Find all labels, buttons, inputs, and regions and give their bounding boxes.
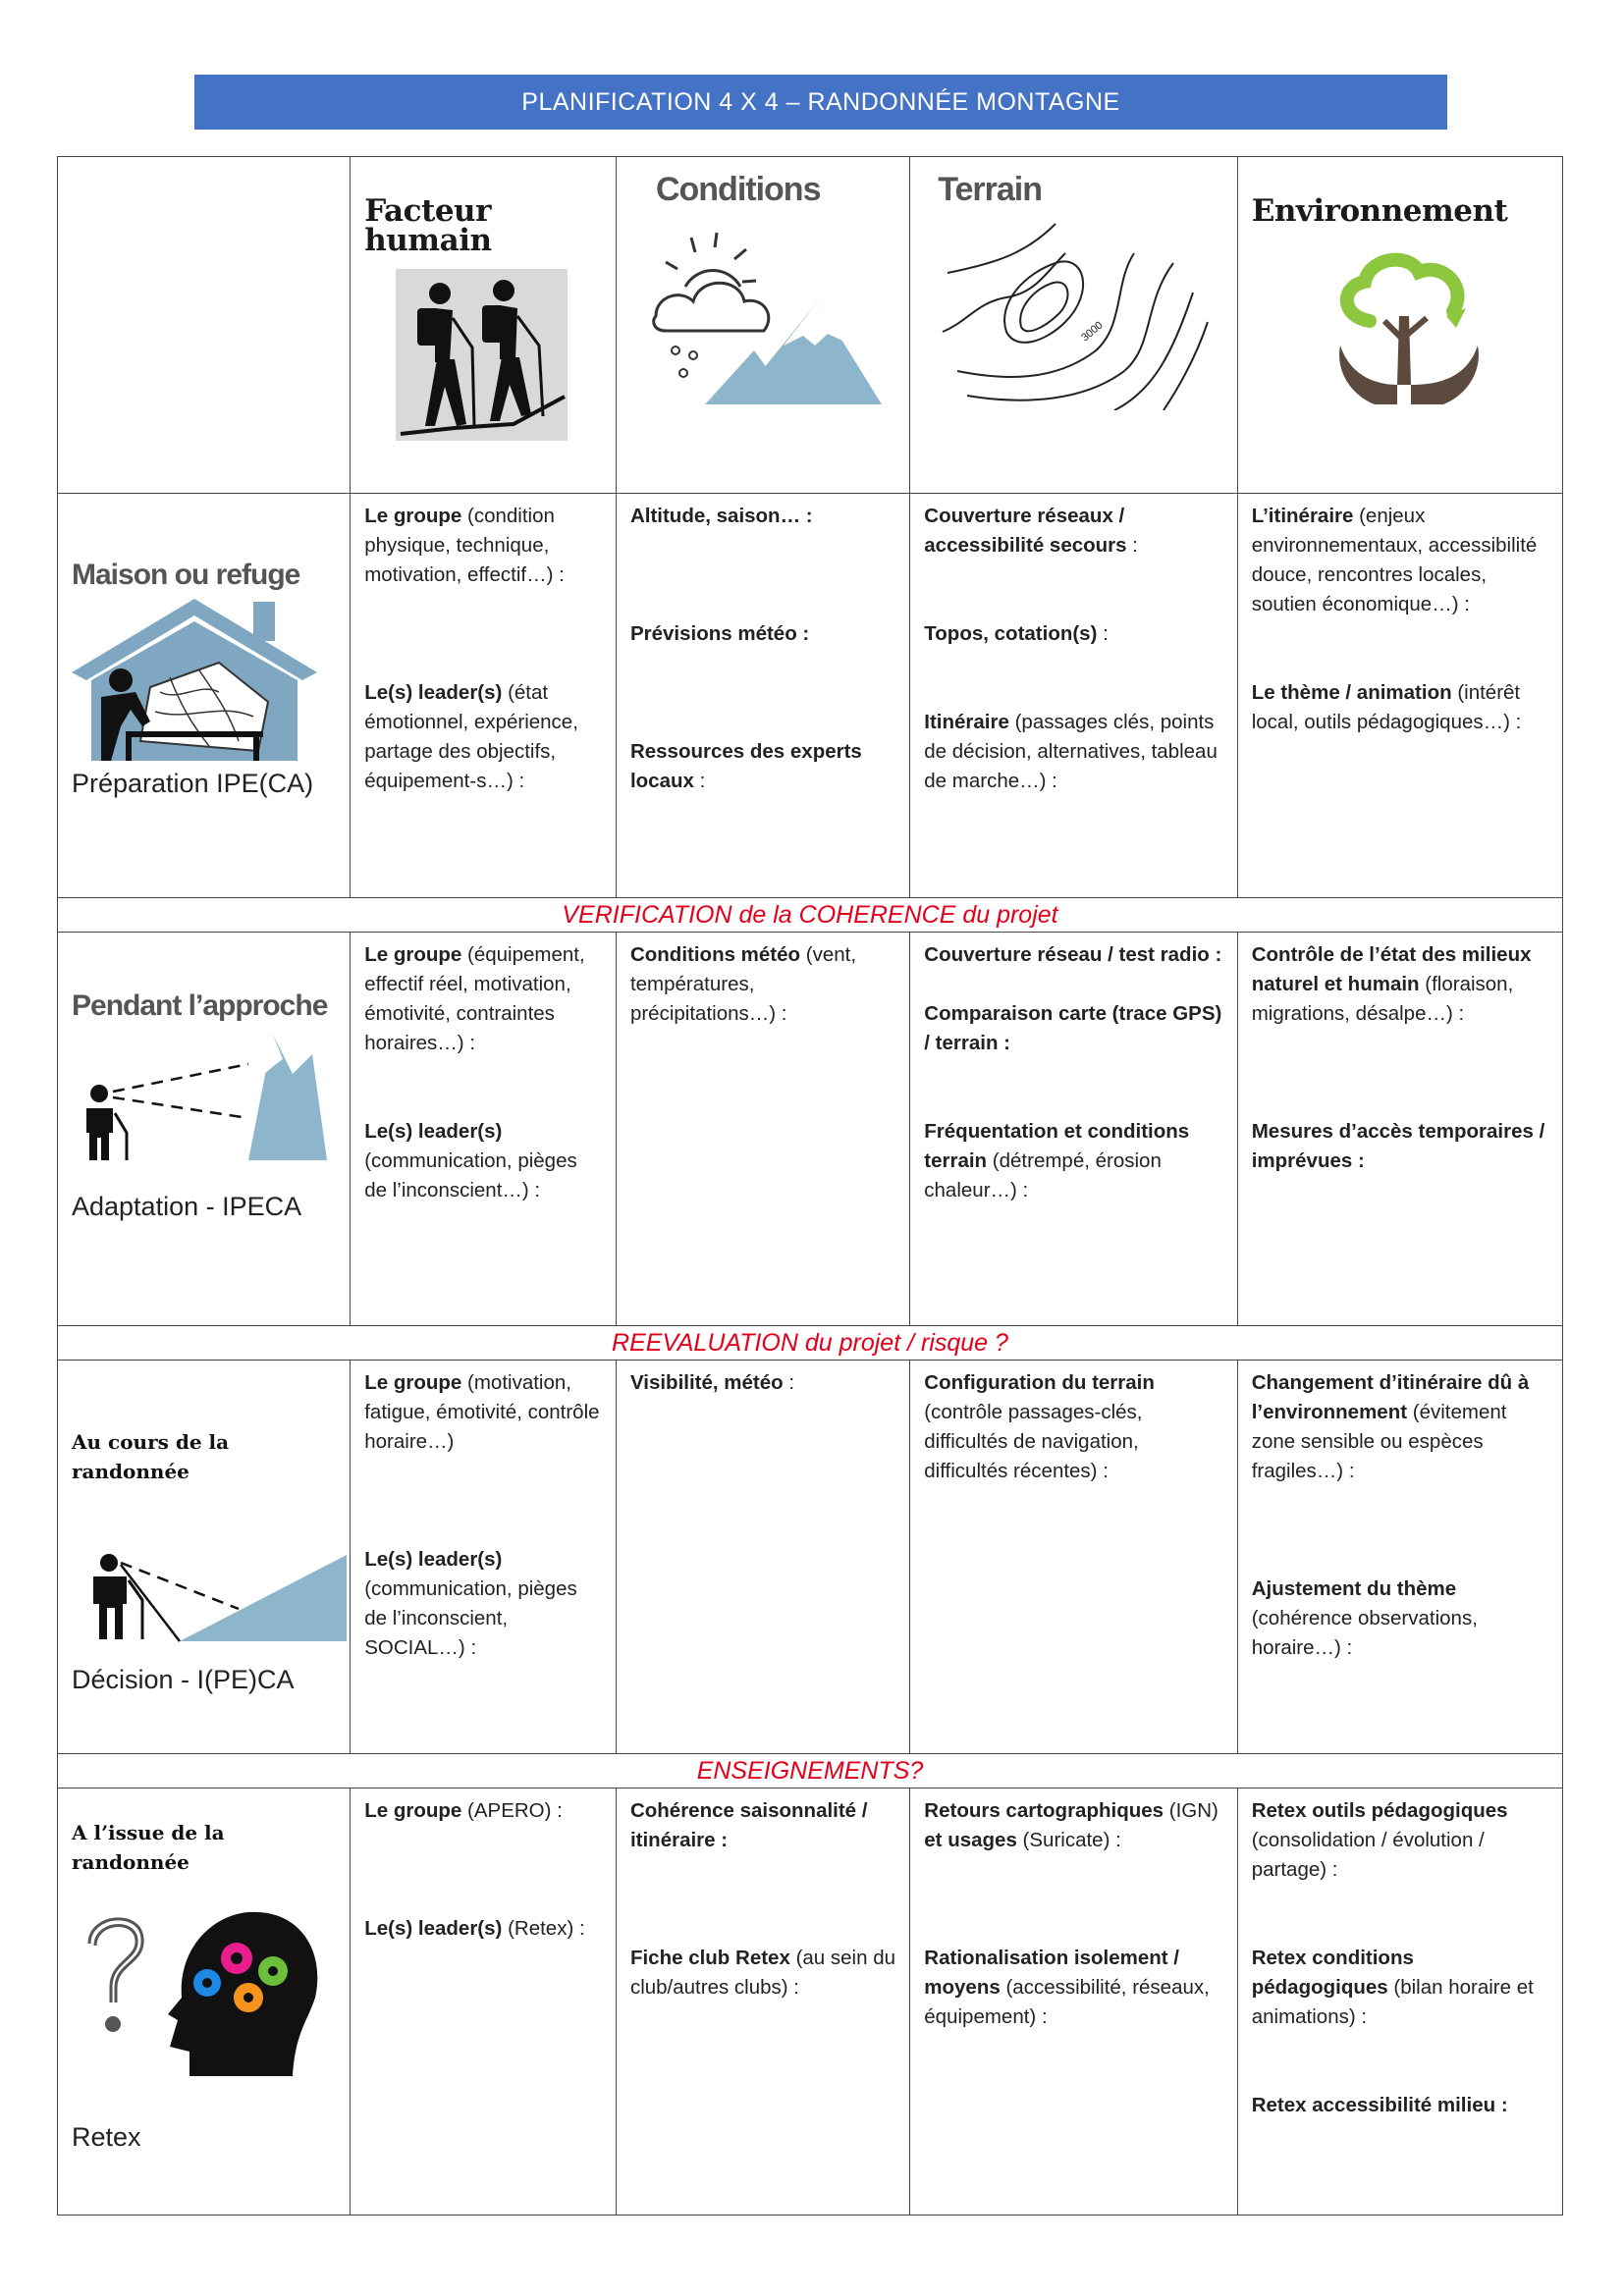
header-row	[58, 157, 1563, 494]
text-block: Le groupe (motivation, fatigue, émotivité, contrôle horaire…)	[364, 1371, 600, 1453]
text-block: Le(s) leader(s) (état émotionnel, expérience, partage des objectifs, équipement-s…) :	[364, 681, 578, 792]
separator-text: VERIFICATION de la COHERENCE du projet	[58, 898, 1563, 933]
question-head-gears-icon	[72, 1904, 327, 2081]
text-block: Le(s) leader(s) (Retex) :	[364, 1917, 585, 1940]
separator-reevaluation	[58, 1326, 1563, 1361]
separator-text: ENSEIGNEMENTS?	[58, 1754, 1563, 1789]
cell-r1-terrain	[910, 494, 1237, 898]
text-block: Couverture réseaux / accessibilité secours :	[924, 505, 1138, 557]
cell-r4-conditions	[616, 1789, 909, 2216]
cell-r1-conditions	[616, 494, 909, 898]
page-title-banner: PLANIFICATION 4 X 4 – RANDONNÉE MONTAGNE	[194, 75, 1447, 130]
phase-label-au-cours: Au cours de la randonnée	[72, 1430, 230, 1483]
separator-verification	[58, 898, 1563, 933]
walker-slope-icon	[72, 1545, 347, 1643]
cell-r1-environnement	[1237, 494, 1562, 898]
phase-cell-retex	[58, 1789, 351, 2216]
text-block: Le groupe (équipement, effectif réel, motivation, émotivité, contraintes horaires…) :	[364, 943, 585, 1054]
text-block: Retex conditions pédagogiques (bilan horaire et animations) :	[1251, 1947, 1534, 2028]
text-block: Conditions météo (vent, températures, précipitations…) :	[629, 943, 857, 1025]
text-block: Cohérence saisonnalité / itinéraire :	[629, 1799, 868, 1851]
cell-r2-conditions	[616, 933, 909, 1326]
phase-label-issue: A l’issue de la randonnée	[72, 1821, 225, 1874]
text-block: Ajustement du thème (cohérence observations, horaire…) :	[1251, 1577, 1478, 1659]
row-preparation	[58, 494, 1563, 898]
text-block: Fiche club Retex (au sein du club/autres clubs) :	[629, 1947, 895, 1999]
header-terrain-label: Terrain	[938, 171, 1043, 208]
cell-r2-terrain	[910, 933, 1237, 1326]
cell-r1-facteur	[351, 494, 617, 898]
row-retex	[58, 1789, 1563, 2216]
text-block: Couverture réseau / test radio :	[924, 943, 1222, 966]
separator-text: REEVALUATION du projet / risque ?	[58, 1326, 1563, 1361]
phase-label-approche: Pendant l’approche	[72, 989, 328, 1022]
text-block: Retours cartographiques (IGN) et usages (Suricate) :	[924, 1799, 1218, 1851]
header-environnement-label: Environnement	[1251, 193, 1508, 229]
text-block: Comparaison carte (trace GPS) / terrain :	[924, 1002, 1222, 1054]
row-decision	[58, 1361, 1563, 1754]
phase-name-retex: Retex	[72, 2122, 141, 2152]
empty-corner-cell	[58, 157, 351, 494]
cell-r4-terrain	[910, 1789, 1237, 2216]
text-block: Retex outils pédagogiques (consolidation / évolution / partage) :	[1251, 1799, 1508, 1881]
header-facteur-label: Facteur humain	[364, 193, 492, 258]
walker-looking-mountain-icon	[72, 1025, 327, 1162]
text-block: Prévisions météo :	[629, 622, 810, 645]
text-block: Topos, cotation(s) :	[924, 622, 1109, 645]
text-block: Le(s) leader(s) (communication, pièges de l’inconscient, SOCIAL…) :	[364, 1548, 577, 1659]
cell-r3-terrain	[910, 1361, 1237, 1754]
text-block: Visibilité, météo :	[629, 1371, 795, 1394]
text-block: Rationalisation isolement / moyens (accessibilité, réseaux, équipement) :	[924, 1947, 1210, 2028]
separator-enseignements	[58, 1754, 1563, 1789]
header-conditions-label: Conditions	[655, 171, 821, 208]
house-map-icon	[72, 594, 317, 761]
tree-hands-icon	[1330, 247, 1488, 409]
text-block: Le groupe (APERO) :	[364, 1799, 563, 1822]
cell-r2-environnement	[1237, 933, 1562, 1326]
phase-name-preparation: Préparation IPE(CA)	[72, 769, 314, 798]
header-facteur-humain	[351, 157, 617, 494]
cell-r3-environnement	[1237, 1361, 1562, 1754]
header-conditions	[616, 157, 909, 494]
text-block: Itinéraire (passages clés, points de décision, alternatives, tableau de marche…) :	[924, 711, 1218, 792]
phase-label-maison: Maison ou refuge	[72, 559, 300, 591]
hikers-icon	[396, 269, 568, 441]
contour-map-icon	[938, 214, 1213, 410]
phase-cell-decision	[58, 1361, 351, 1754]
text-block: Le(s) leader(s) (communication, pièges de l’inconscient…) :	[364, 1120, 577, 1201]
weather-mountain-icon	[646, 208, 882, 404]
phase-name-decision: Décision - I(PE)CA	[72, 1665, 295, 1694]
text-block: Altitude, saison… :	[629, 505, 813, 527]
phase-name-adaptation: Adaptation - IPECA	[72, 1192, 302, 1221]
cell-r3-facteur	[351, 1361, 617, 1754]
text-block: Configuration du terrain (contrôle passages-clés, difficultés de navigation, difficultés récentes) :	[924, 1371, 1155, 1482]
text-block: L’itinéraire (enjeux environnementaux, accessibilité douce, rencontres locales, soutien économique…) :	[1251, 505, 1538, 615]
text-block: Changement d’itinéraire dû à l’environnement (évitement zone sensible ou espèces fragiles…) :	[1251, 1371, 1530, 1482]
text-block: Ressources des experts locaux :	[629, 740, 862, 792]
text-block: Retex accessibilité milieu :	[1251, 2094, 1508, 2116]
phase-cell-preparation	[58, 494, 351, 898]
row-adaptation	[58, 933, 1563, 1326]
phase-cell-adaptation	[58, 933, 351, 1326]
header-environnement	[1237, 157, 1562, 494]
header-terrain	[910, 157, 1237, 494]
planning-table	[57, 156, 1563, 2216]
text-block: Mesures d’accès temporaires / imprévues :	[1251, 1120, 1545, 1172]
cell-r4-facteur	[351, 1789, 617, 2216]
cell-r2-facteur	[351, 933, 617, 1326]
text-block: Le thème / animation (intérêt local, outils pédagogiques…) :	[1251, 681, 1522, 733]
cell-r3-conditions	[616, 1361, 909, 1754]
text-block: Contrôle de l’état des milieux naturel et humain (floraison, migrations, désalpe…) :	[1251, 943, 1532, 1025]
text-block: Le groupe (condition physique, technique, motivation, effectif…) :	[364, 505, 565, 586]
text-block: Fréquentation et conditions terrain (détrempé, érosion chaleur…) :	[924, 1120, 1190, 1201]
contour-altitude-label: 3000	[1079, 319, 1106, 345]
cell-r4-environnement	[1237, 1789, 1562, 2216]
